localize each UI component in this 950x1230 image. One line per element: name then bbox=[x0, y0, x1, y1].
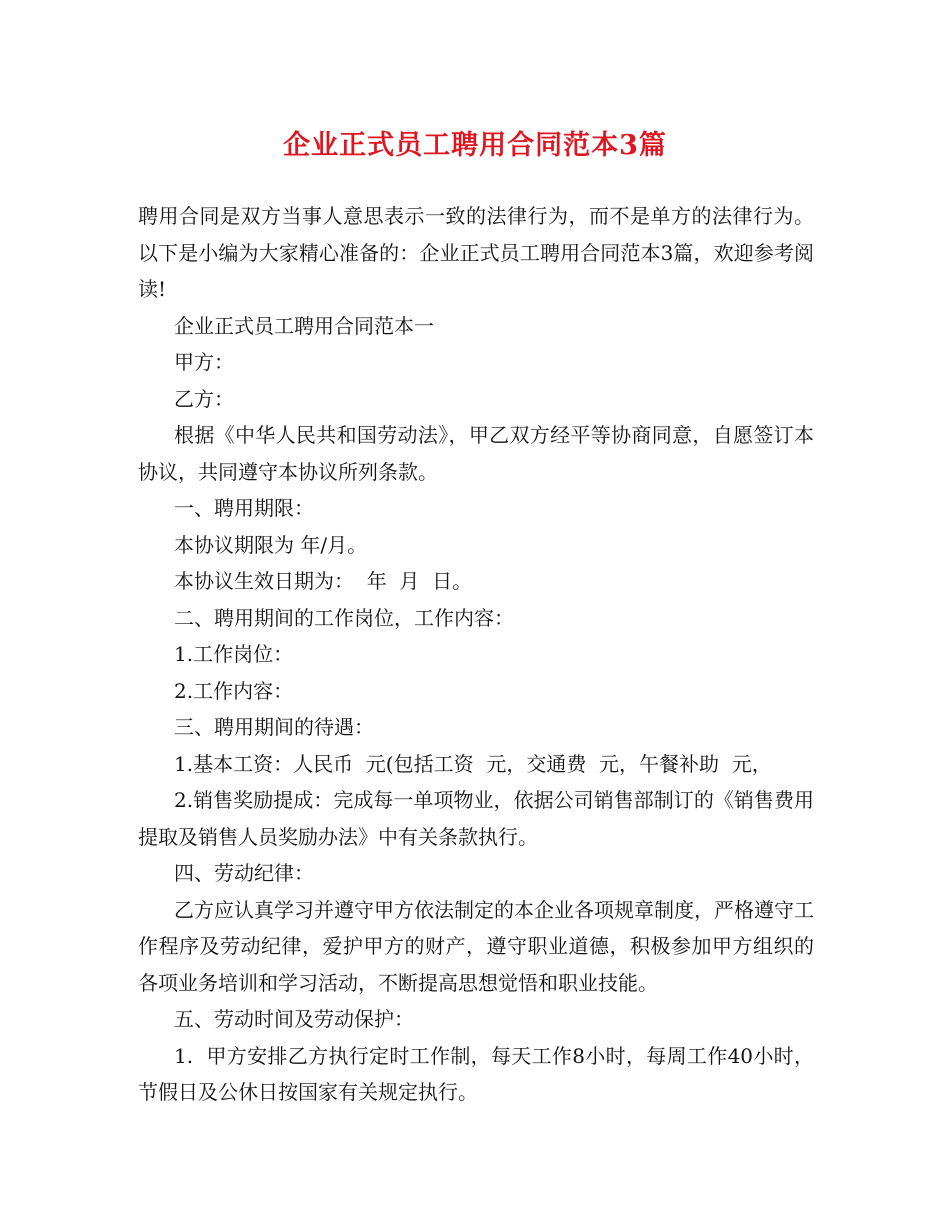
party-a-line: 甲方： bbox=[174, 350, 234, 374]
sales-commission-paragraph: 2.销售奖励提成：完成每一单项物业，依据公司销售部制订的《销售费用提取及销售人员奖励办法》中有关条款执行。 bbox=[138, 788, 814, 849]
job-content-line: 2.工作内容： bbox=[174, 678, 294, 703]
section-heading-template-one: 企业正式员工聘用合同范本一 bbox=[174, 313, 434, 338]
term-length-line: 本协议期限为 年/月。 bbox=[174, 532, 368, 557]
discipline-paragraph: 乙方应认真学习并遵守甲方依法制定的本企业各项规章制度，严格遵守工作程序及劳动纪律，爱护甲方的财产，遵守职业道德，积极参加甲方组织的各项业务培训和学习活动，不断提高思想觉悟和职业技能。 bbox=[138, 897, 814, 995]
clause-heading-discipline: 四、劳动纪律： bbox=[174, 861, 314, 885]
clause-heading-term: 一、聘用期限： bbox=[174, 496, 314, 520]
position-line: 1.工作岗位： bbox=[174, 642, 294, 666]
clause-heading-compensation: 三、聘用期间的待遇： bbox=[174, 715, 374, 739]
document-title: 企业正式员工聘用合同范本3篇 bbox=[283, 130, 667, 161]
party-b-line: 乙方： bbox=[174, 386, 234, 411]
base-salary-line: 1.基本工资：人民币 元(包括工资 元，交通费 元，午餐补助 元， bbox=[174, 751, 772, 776]
document-body bbox=[138, 198, 814, 1111]
effective-date-line: 本协议生效日期为： 年 月 日。 bbox=[174, 569, 473, 593]
clause-heading-position: 二、聘用期间的工作岗位，工作内容： bbox=[174, 605, 514, 630]
legal-basis-paragraph: 根据《中华人民共和国劳动法》，甲乙双方经平等协商同意，自愿签订本协议，共同遵守本协议所列条款。 bbox=[138, 423, 814, 484]
intro-paragraph: 聘用合同是双方当事人意思表示一致的法律行为，而不是单方的法律行为。以下是小编为大家精心准备的：企业正式员工聘用合同范本3篇，欢迎参考阅读! bbox=[138, 204, 814, 301]
working-hours-paragraph: 1. 甲方安排乙方执行定时工作制，每天工作8小时，每周工作40小时，节假日及公休日按国家有关规定执行。 bbox=[138, 1043, 814, 1104]
clause-heading-working-hours: 五、劳动时间及劳动保护： bbox=[174, 1007, 414, 1031]
